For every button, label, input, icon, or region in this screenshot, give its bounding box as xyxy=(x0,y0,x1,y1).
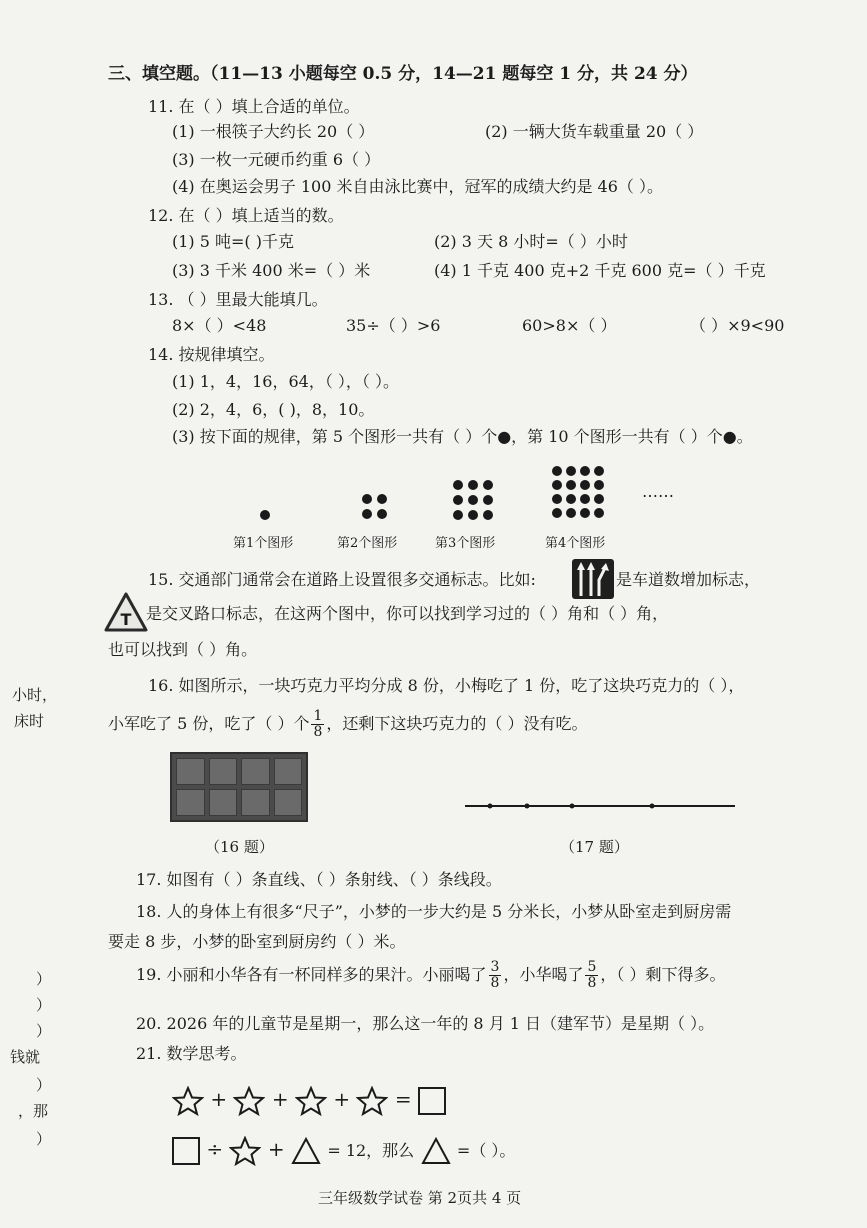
dot-figure-4 xyxy=(550,464,608,522)
star-icon xyxy=(233,1086,265,1116)
q19-c: ，（ ）剩下得多。 xyxy=(600,965,726,984)
star-icon xyxy=(356,1086,388,1116)
q21-equation-1 xyxy=(172,1082,446,1116)
margin-fragment: 床时 xyxy=(14,712,45,730)
plus-sign: + xyxy=(271,1087,289,1111)
dot-figure-3 xyxy=(451,478,495,522)
plus-sign: + xyxy=(267,1137,285,1161)
q12-item-2: (2) 3 天 8 小时=（ ）小时 xyxy=(434,232,628,251)
margin-fragment: 小时， xyxy=(12,686,58,704)
dot-figure-2 xyxy=(360,492,390,522)
q13-stem: 13. （ ）里最大能填几。 xyxy=(148,290,328,309)
q12-item-3: (3) 3 千米 400 米=（ ）米 xyxy=(172,261,371,280)
q12-item-4: (4) 1 千克 400 克+2 千克 600 克=（ ）千克 xyxy=(434,261,766,280)
q15-line2: 是交叉路口标志，在这两个图中，你可以找到学习过的（ ）角和（ ）角， xyxy=(146,604,669,623)
q14-item-1: (1) 1，4，16，64，（ ），（ ）。 xyxy=(172,372,400,391)
q16-caption: （16 题） xyxy=(205,838,274,856)
q19-b: ，小华喝了 xyxy=(503,965,584,984)
q21-equation-2 xyxy=(172,1132,515,1168)
lane-increase-sign-icon xyxy=(571,558,615,600)
triangle-icon xyxy=(421,1137,451,1165)
q12-item-1: (1) 5 吨=( )千克 xyxy=(172,232,294,251)
q18-line2: 要走 8 步，小梦的卧室到厨房约（ ）米。 xyxy=(108,932,406,951)
q17-caption: （17 题） xyxy=(560,838,629,856)
crossroad-warning-sign-icon xyxy=(104,592,148,632)
square-icon xyxy=(172,1137,200,1165)
plus-sign: + xyxy=(333,1087,351,1111)
margin-fragment: ） xyxy=(36,1130,52,1148)
margin-fragment: ） xyxy=(36,1022,52,1040)
q16-line2-a: 小军吃了 5 份，吃了（ ）个 xyxy=(108,714,310,733)
figure-label-3: 第3个图形 xyxy=(435,536,496,551)
q13-item-4: （ ）×9<90 xyxy=(690,316,785,335)
q15-line3: 也可以找到（ ）角。 xyxy=(108,640,258,659)
q15-line1: 15. 交通部门通常会在道路上设置很多交通标志。比如: xyxy=(148,570,536,589)
q15-line1-tail: 是车道数增加标志， xyxy=(616,570,761,589)
q11-item-2: (2) 一辆大货车载重量 20（ ） xyxy=(485,122,704,141)
q16-line1: 16. 如图所示，一块巧克力平均分成 8 份，小梅吃了 1 份，吃了这块巧克力的（ ）， xyxy=(148,676,745,695)
q21-stem: 21. 数学思考。 xyxy=(136,1044,247,1063)
margin-fragment: ） xyxy=(36,996,52,1014)
dot-figure-ellipsis: …… xyxy=(642,482,674,501)
q14-item-2: (2) 2，4，6，( )，8，10。 xyxy=(172,400,375,419)
margin-fragment: ） xyxy=(36,1076,52,1094)
q11-item-4: (4) 在奥运会男子 100 米自由泳比赛中，冠军的成绩大约是 46（ ）。 xyxy=(172,177,663,196)
star-icon xyxy=(229,1136,261,1166)
q19-a: 19. 小丽和小华各有一杯同样多的果汁。小丽喝了 xyxy=(136,965,487,984)
q21-line2-mid: = 12，那么 xyxy=(327,1141,415,1160)
fraction-three-eighths: $\frac{3}{8}$ xyxy=(490,959,500,991)
figure-label-4: 第4个图形 xyxy=(545,536,606,551)
q19-line xyxy=(136,955,726,995)
figure-label-2: 第2个图形 xyxy=(337,536,398,551)
margin-fragment: 钱就 xyxy=(10,1048,41,1066)
q11-item-3: (3) 一枚一元硬币约重 6（ ） xyxy=(172,150,381,169)
q21-line2-tail: =（ ）。 xyxy=(456,1141,516,1160)
star-icon xyxy=(295,1086,327,1116)
plus-sign: + xyxy=(210,1087,228,1111)
dot-figure-1 xyxy=(255,505,275,525)
divide-sign: ÷ xyxy=(206,1137,224,1161)
page-footer: 三年级数学试卷 第 2页共 4 页 xyxy=(318,1189,522,1207)
margin-fragment: ） xyxy=(36,970,52,988)
fraction-one-eighth: $\frac{1}{8}$ xyxy=(313,708,323,740)
figure-label-1: 第1个图形 xyxy=(233,536,294,551)
q11-item-1: (1) 一根筷子大约长 20（ ） xyxy=(172,122,375,141)
fraction-five-eighths: $\frac{5}{8}$ xyxy=(587,959,597,991)
q14-stem: 14. 按规律填空。 xyxy=(148,345,275,364)
margin-fragment: ，那 xyxy=(18,1102,49,1120)
line-segment-figure xyxy=(460,796,740,816)
q11-stem: 11. 在（ ）填上合适的单位。 xyxy=(148,97,360,116)
q20-text: 20. 2026 年的儿童节是星期一，那么这一年的 8 月 1 日（建军节）是星期（ ）。 xyxy=(136,1014,715,1033)
q14-item-3: (3) 按下面的规律，第 5 个图形一共有（ ）个●，第 10 个图形一共有（ ）个●。 xyxy=(172,427,753,446)
q16-line2 xyxy=(108,704,587,744)
q13-item-2: 35÷（ ）>6 xyxy=(346,316,441,335)
svg-text:T: T xyxy=(120,610,132,629)
q13-item-3: 60>8×（ ） xyxy=(522,316,617,335)
q16-line2-b: ，还剩下这块巧克力的（ ）没有吃。 xyxy=(326,714,588,733)
q18-line1: 18. 人的身体上有很多“尺子”，小梦的一步大约是 5 分米长，小梦从卧室走到厨房需 xyxy=(136,902,732,921)
section-title: 三、填空题。（11—13 小题每空 0.5 分，14—21 题每空 1 分，共 24 分） xyxy=(108,64,698,84)
square-icon xyxy=(418,1087,446,1115)
star-icon xyxy=(172,1086,204,1116)
chocolate-bar-figure xyxy=(170,752,308,822)
q13-item-1: 8×（ ）<48 xyxy=(172,316,267,335)
q12-stem: 12. 在（ ）填上适当的数。 xyxy=(148,206,344,225)
triangle-icon xyxy=(291,1137,321,1165)
q17-text: 17. 如图有（ ）条直线、（ ）条射线、（ ）条线段。 xyxy=(136,870,502,889)
equals-sign: = xyxy=(394,1087,412,1111)
